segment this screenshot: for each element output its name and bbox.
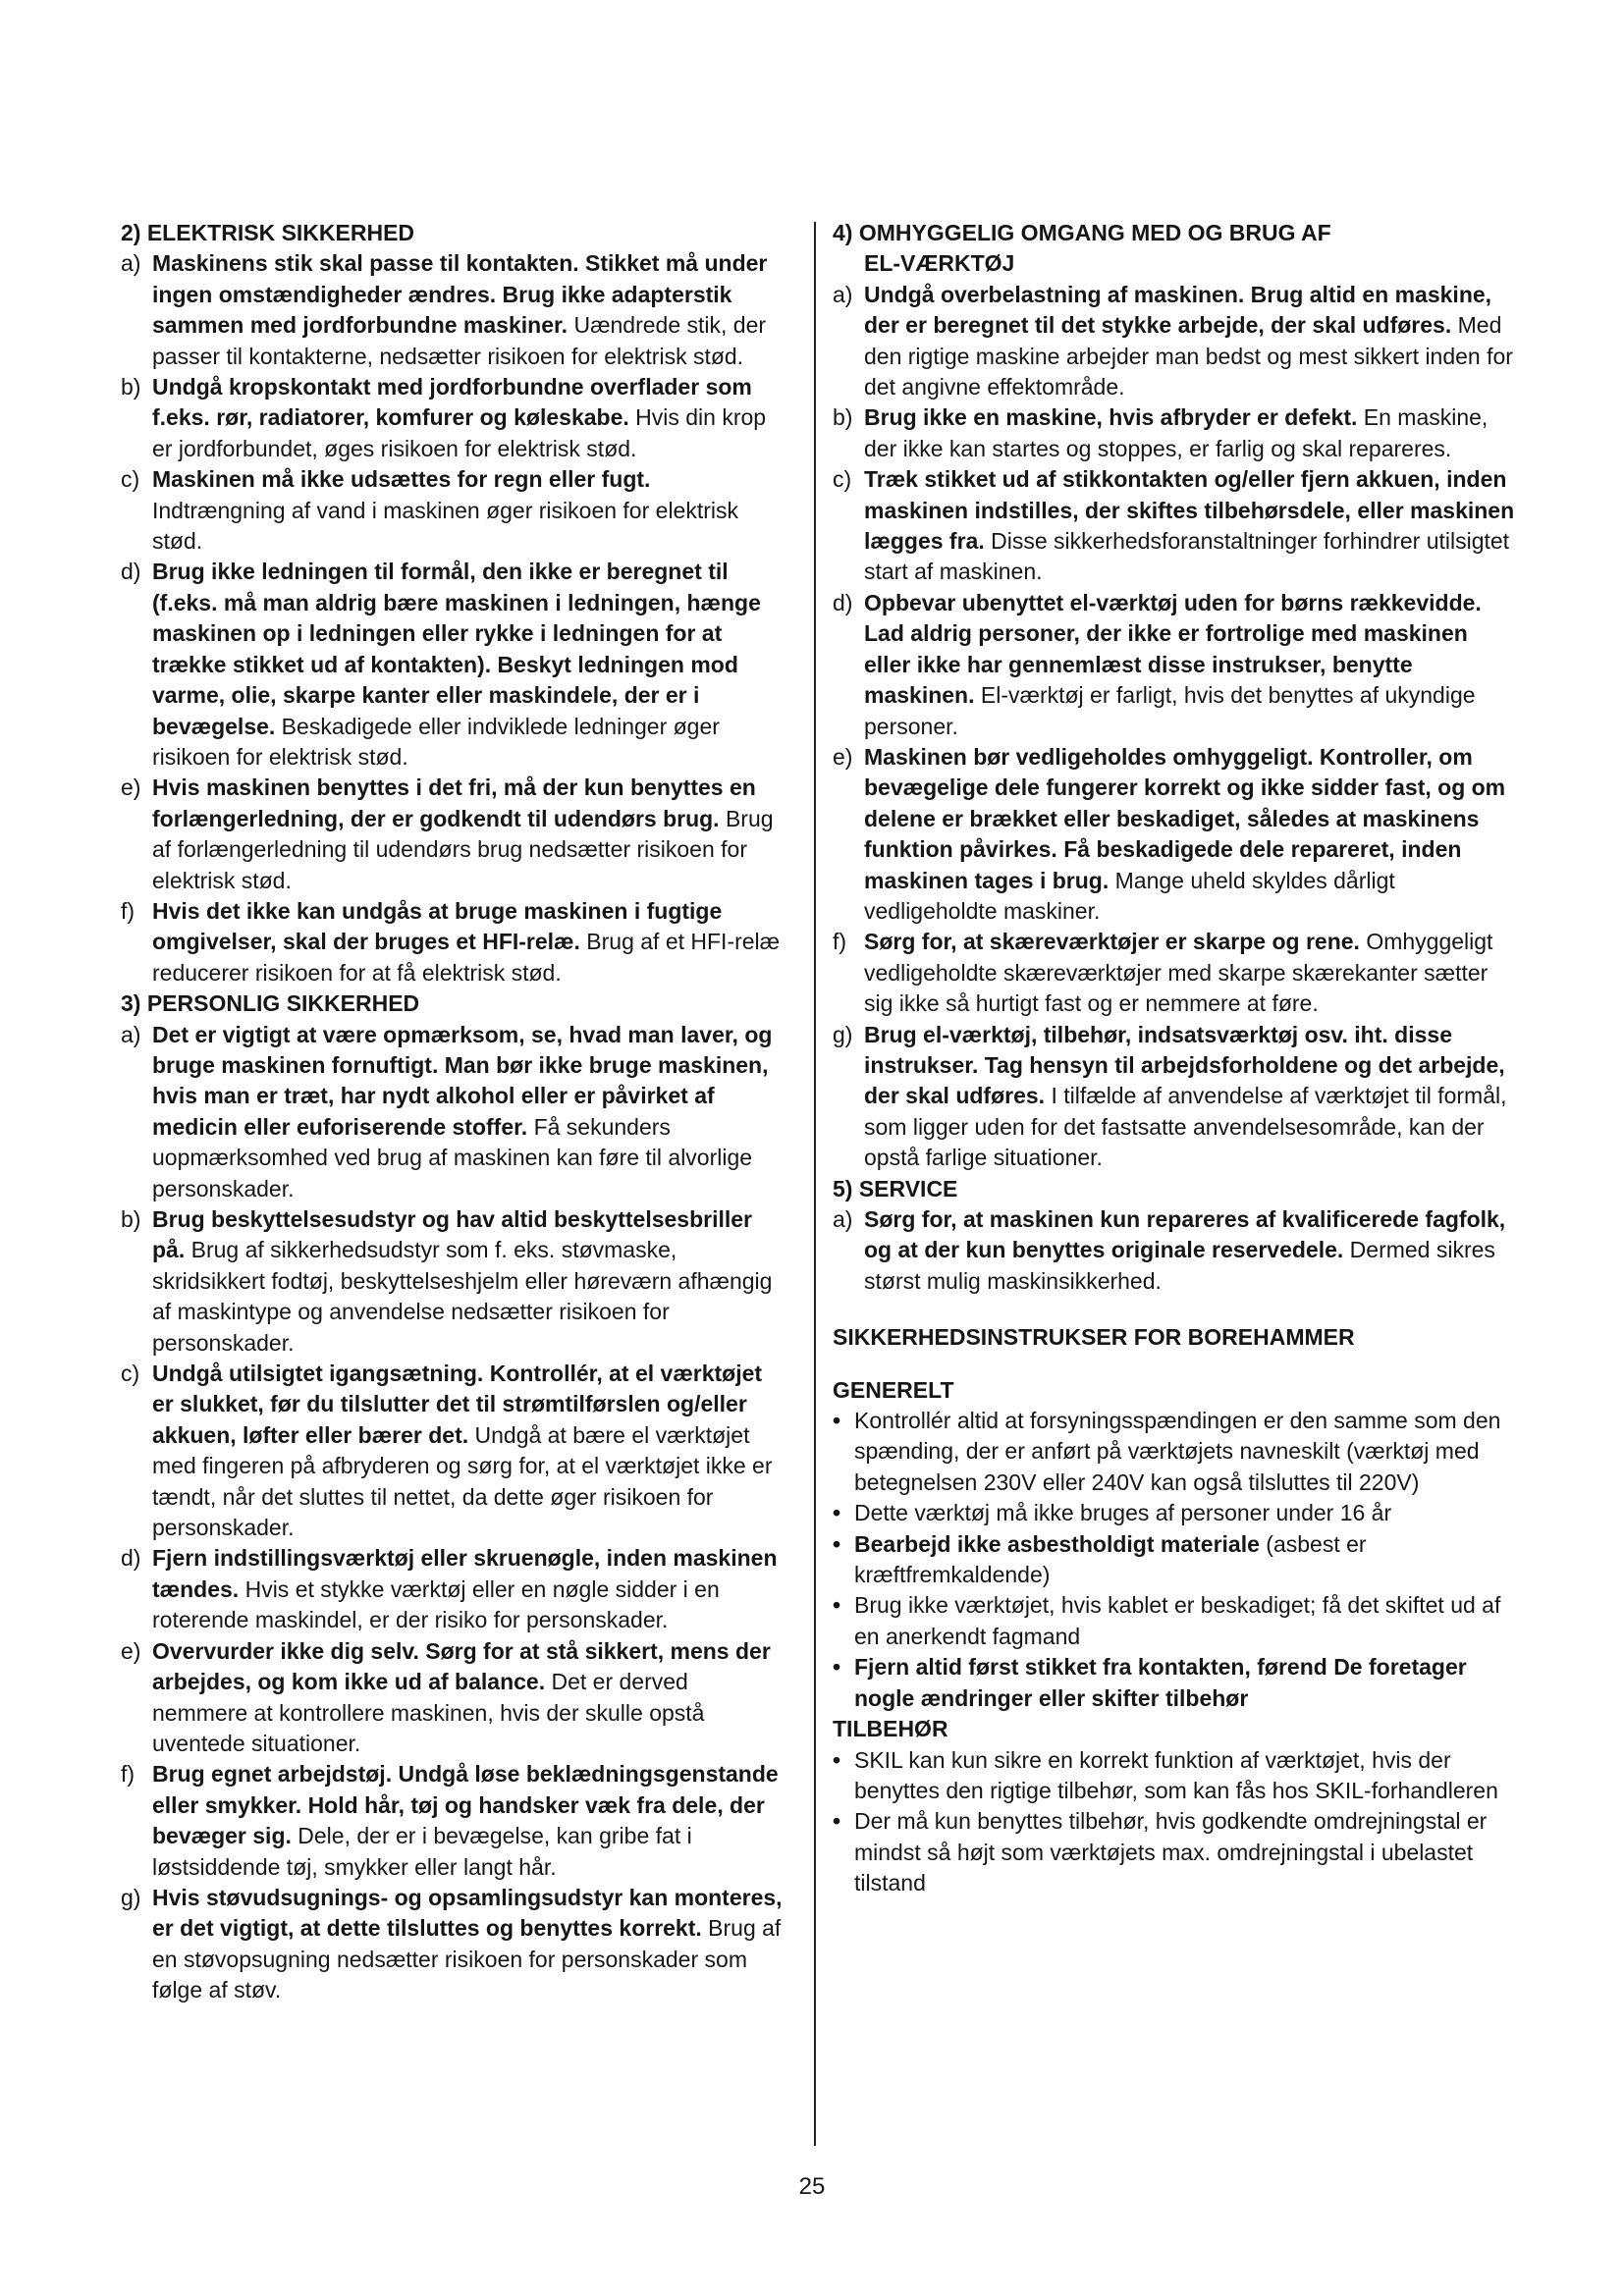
bullet-normal-text: Kontrollér altid at forsyningsspændingen er den samme som den spænding, der er anført på værktøjets navneskilt (værktøj med betegnelsen 230V eller 240V kan også tilsluttes til 220V) <box>854 1408 1501 1495</box>
section-heading-text: 3) PERSONLIG SIKKERHED <box>121 990 420 1017</box>
item-body <box>864 742 1520 927</box>
list-item <box>121 248 788 372</box>
item-normal-text: Hvis din krop er jordforbundet, øges risikoen for elektrisk stød. <box>152 404 767 461</box>
item-normal-text: Beskadigede eller indviklede ledninger øger risikoen for elektrisk stød. <box>152 713 720 770</box>
bullet-normal-text: SKIL kan kun sikre en korrekt funktion af værktøjet, hvis der benyttes den rigtige tilbehør, som kan fås hos SKIL-forhandleren <box>854 1746 1498 1803</box>
list-item <box>121 557 788 773</box>
item-label: a) <box>833 1206 853 1232</box>
item-label: b) <box>121 374 141 400</box>
item-normal-text: El-værktøj er farligt, hvis det benyttes af ukyndige personer. <box>864 682 1476 739</box>
section-heading-text: TILBEHØR <box>833 1716 948 1742</box>
item-body <box>152 1020 788 1204</box>
item-label: b) <box>833 404 853 431</box>
item-bold-text: Maskinens stik skal passe til kontakten. Stikket må under ingen omstændigheder ændres. Brug ikke adapterstik sammen med jordforbundne maskiner. <box>152 250 768 339</box>
item-normal-text: I tilfælde af anvendelse af værktøjet til formål, som ligger uden for det fastsatte anvendelsesområde, kan der opstå farlige situationer. <box>864 1083 1507 1171</box>
item-normal-text: Hvis et stykke værktøj eller en nøgle sidder i en roterende maskindel, er der risiko for personskader. <box>152 1575 720 1633</box>
item-bold-text: Sørg for, at skæreværktøjer er skarpe og rene. <box>864 929 1360 955</box>
item-body <box>152 464 788 557</box>
bullet-icon: • <box>833 1808 841 1835</box>
item-bold-text: Undgå kropskontakt med jordforbundne overflader som f.eks. rør, radiatorer, komfurer og køleskabe. <box>152 374 752 431</box>
item-body <box>864 402 1520 464</box>
item-bold-text: Brug beskyttelsesudstyr og hav altid beskyttelsesbriller på. <box>152 1206 753 1263</box>
section-heading-text: 5) SERVICE <box>833 1175 958 1201</box>
item-label: f) <box>833 929 847 955</box>
item-body <box>152 773 788 896</box>
item-normal-text: Brug af et HFI-relæ reducerer risikoen for at få elektrisk stød. <box>152 929 781 986</box>
item-label: f) <box>121 1761 135 1788</box>
item-body <box>152 557 788 773</box>
bullet-item <box>833 1529 1520 1591</box>
section-heading-text: 4) OMHYGGELIG OMGANG MED OG BRUG AF <box>833 220 1331 245</box>
section-heading <box>833 1714 1520 1744</box>
page-number: 25 <box>798 2173 826 2200</box>
bullet-body <box>854 1652 1520 1714</box>
item-bold-text: Maskinen bør vedligeholdes omhyggeligt. Kontroller, om bevægelige dele fungerer korrekt og ikke sidder fast, og om delene er brækket eller beskadiget, således at maskinens funktion påvirkes. Få beskadigede dele repareret, inden maskinen tages i brug. <box>864 743 1506 893</box>
bullet-icon: • <box>833 1592 841 1619</box>
item-body <box>152 1204 788 1359</box>
section-heading-text: 2) ELEKTRISK SIKKERHED <box>121 220 415 245</box>
list-item <box>833 588 1520 742</box>
bullet-normal-text: Dette værktøj må ikke bruges af personer under 16 år <box>854 1500 1392 1526</box>
bullet-body <box>854 1406 1520 1498</box>
item-label: f) <box>121 897 135 924</box>
item-bold-text: Brug ikke ledningen til formål, den ikke er beregnet til (f.eks. må man aldrig bære maskinen i ledningen, hænge maskinen op i ledningen eller rykke i ledningen for at trække stikket ud af kontakten). Beskyt ledningen mod varme, olie, skarpe kanter eller maskindele, der er i bevægelse. <box>152 559 761 739</box>
bullet-item <box>833 1745 1520 1807</box>
item-normal-text: Disse sikkerhedsforanstaltninger forhindrer utilsigtet start af maskinen. <box>864 528 1510 585</box>
item-label: c) <box>121 466 140 493</box>
item-bold-text: Maskinen må ikke udsættes for regn eller fugt. <box>152 466 651 493</box>
item-body <box>152 1883 788 2006</box>
item-body <box>864 464 1520 588</box>
right-column <box>833 218 1520 1899</box>
item-normal-text: Undgå at bære el værktøjet med fingeren på afbryderen og sørg for, at el værktøjet ikke er tændt, når det sluttes til nettet, da dette øger risikoen for personskader. <box>152 1421 773 1541</box>
item-bold-text: Brug egnet arbejdstøj. Undgå løse beklædningsgenstande eller smykker. Hold hår, tøj og handsker væk fra dele, der bevæger sig. <box>152 1761 779 1849</box>
list-item <box>121 464 788 557</box>
bullet-bold-text: Fjern altid først stikket fra kontakten, førend De foretager nogle ændringer eller skifter tilbehør <box>854 1654 1467 1711</box>
section-heading-text: GENERELT <box>833 1376 954 1403</box>
item-label: c) <box>833 466 852 493</box>
item-bold-text: Hvis støvudsugnings- og opsamlingsudstyr kan monteres, er det vigtigt, at dette tilsluttes og benyttes korrekt. <box>152 1884 783 1942</box>
list-item <box>121 1883 788 2006</box>
item-body <box>152 1543 788 1635</box>
item-label: d) <box>833 589 853 615</box>
item-body <box>864 927 1520 1019</box>
item-normal-text: Brug af sikkerhedsudstyr som f. eks. støvmaske, skridsikkert fodtøj, beskyttelseshjelm eller høreværn afhængig af maskintype og anvendelse nedsætter risikoen for personskader. <box>152 1237 773 1356</box>
list-item <box>121 1759 788 1883</box>
item-body <box>152 248 788 372</box>
bullet-item <box>833 1590 1520 1652</box>
item-normal-text: Med den rigtige maskine arbejder man bedst og mest sikkert inden for det angivne effektområde. <box>864 312 1513 400</box>
bullet-body <box>854 1590 1520 1652</box>
item-normal-text: Det er derved nemmere at kontrollere maskinen, hvis der skulle opstå uventede situationer. <box>152 1669 705 1756</box>
item-label: g) <box>833 1021 853 1047</box>
item-bold-text: Træk stikket ud af stikkontakten og/eller fjern akkuen, inden maskinen indstilles, der skiftes tilbehørsdele, eller maskinen lægges fra. <box>864 466 1515 555</box>
list-item <box>121 1359 788 1543</box>
list-item <box>121 896 788 988</box>
list-item <box>833 280 1520 403</box>
item-bold-text: Hvis maskinen benyttes i det fri, må der kun benyttes en forlængerledning, der er godkendt til udendørs brug. <box>152 774 756 831</box>
item-body <box>152 372 788 464</box>
item-bold-text: Brug el-værktøj, tilbehør, indsatsværktøj osv. iht. disse instrukser. Tag hensyn til arbejdsforholdene og det arbejde, der skal udføres. <box>864 1021 1505 1109</box>
item-label: d) <box>121 1545 141 1572</box>
bullet-item <box>833 1406 1520 1498</box>
bullet-item <box>833 1652 1520 1714</box>
item-body <box>864 1204 1520 1297</box>
item-bold-text: Sørg for, at maskinen kun repareres af kvalificerede fagfolk, og at der kun benyttes originale reservedele. <box>864 1206 1506 1263</box>
item-body <box>152 896 788 988</box>
bullet-normal-text: Brug ikke værktøjet, hvis kablet er beskadiget; få det skiftet ud af en anerkendt fagmand <box>854 1592 1501 1649</box>
bullet-body <box>854 1745 1520 1807</box>
list-item <box>121 1020 788 1204</box>
bullet-normal-text: (asbest er kræftfremkaldende) <box>854 1530 1367 1588</box>
section-heading <box>833 1322 1520 1353</box>
section-heading <box>833 1375 1520 1406</box>
item-bold-text: Opbevar ubenyttet el-værktøj uden for børns rækkevidde. Lad aldrig personer, der ikke er fortrolige med maskinen eller ikke har gennemlæst disse instrukser, benytte maskinen. <box>864 589 1482 709</box>
section-heading <box>121 988 788 1019</box>
item-body <box>152 1759 788 1883</box>
item-label: a) <box>121 250 141 277</box>
item-label: e) <box>121 1637 141 1664</box>
list-item <box>121 773 788 896</box>
section-heading <box>121 218 788 248</box>
item-bold-text: Fjern indstillingsværktøj eller skruenøgle, inden maskinen tændes. <box>152 1545 778 1602</box>
item-normal-text: Uændrede stik, der passer til kontakterne, nedsætter risikoen for elektrisk stød. <box>152 312 767 369</box>
left-column <box>121 218 788 2006</box>
list-item <box>121 1204 788 1359</box>
section-heading <box>833 218 1520 280</box>
bullet-icon: • <box>833 1654 841 1681</box>
list-item <box>121 1636 788 1760</box>
item-bold-text: Undgå utilsigtet igangsætning. Kontrollér, at el værktøjet er slukket, før du tilslutter det til strømtilførslen og/eller akkuen, løfter eller bærer det. <box>152 1361 763 1448</box>
item-normal-text: Brug af forlængerledning til udendørs brug nedsætter risikoen for elektrisk stød. <box>152 805 774 893</box>
bullet-icon: • <box>833 1408 841 1434</box>
list-item <box>121 372 788 464</box>
item-label: c) <box>121 1361 140 1387</box>
item-normal-text: Indtrængning af vand i maskinen øger risikoen for elektrisk stød. <box>152 497 739 555</box>
section-heading-text-cont: EL-VÆRKTØJ <box>864 250 1015 277</box>
bullet-icon: • <box>833 1530 841 1557</box>
item-normal-text: Omhyggeligt vedligeholdte skæreværktøjer med skarpe skærekanter sætter sig ikke så hurtigt fast og er nemmere at føre. <box>864 929 1493 1017</box>
item-body <box>864 1020 1520 1174</box>
column-divider <box>814 222 816 2146</box>
item-body <box>864 588 1520 742</box>
item-normal-text: Dermed sikres størst mulig maskinsikkerhed. <box>864 1237 1495 1294</box>
section-heading <box>833 1174 1520 1204</box>
item-label: e) <box>121 774 141 801</box>
item-label: e) <box>833 743 853 770</box>
list-item <box>833 1020 1520 1174</box>
list-item <box>833 927 1520 1019</box>
list-item <box>833 402 1520 464</box>
item-normal-text: Brug af en støvopsugning nedsætter risikoen for personskader som følge af støv. <box>152 1915 782 2003</box>
item-bold-text: Hvis det ikke kan undgås at bruge maskinen i fugtige omgivelser, skal der bruges et HFI-relæ. <box>152 897 723 955</box>
bullet-normal-text: Der må kun benyttes tilbehør, hvis godkendte omdrejningstal er mindst så højt som værktøjets max. omdrejningstal i ubelastet tilstand <box>854 1808 1488 1896</box>
item-label: b) <box>121 1206 141 1232</box>
section-heading-text: SIKKERHEDSINSTRUKSER FOR BOREHAMMER <box>833 1324 1355 1351</box>
item-label: g) <box>121 1884 141 1910</box>
bullet-icon: • <box>833 1500 841 1526</box>
item-label: d) <box>121 559 141 585</box>
bullet-item <box>833 1498 1520 1528</box>
bullet-icon: • <box>833 1746 841 1773</box>
item-bold-text: Undgå overbelastning af maskinen. Brug altid en maskine, der er beregnet til det stykke arbejde, der skal udføres. <box>864 281 1492 339</box>
item-body <box>864 280 1520 403</box>
bullet-body <box>854 1498 1520 1528</box>
bullet-bold-text: Bearbejd ikke asbestholdigt materiale <box>854 1530 1260 1557</box>
item-bold-text: Brug ikke en maskine, hvis afbryder er defekt. <box>864 404 1358 431</box>
bullet-body <box>854 1806 1520 1898</box>
item-normal-text: En maskine, der ikke kan startes og stoppes, er farlig og skal repareres. <box>864 404 1489 461</box>
item-normal-text: Mange uheld skyldes dårligt vedligeholdte maskiner. <box>864 867 1395 924</box>
bullet-body <box>854 1529 1520 1591</box>
item-normal-text: Få sekunders uopmærksomhed ved brug af maskinen kan føre til alvorlige personskader. <box>152 1113 753 1201</box>
item-body <box>152 1359 788 1543</box>
item-label: a) <box>121 1021 141 1047</box>
item-body <box>152 1636 788 1760</box>
item-label: a) <box>833 281 853 307</box>
item-bold-text: Det er vigtigt at være opmærksom, se, hvad man laver, og bruge maskinen fornuftigt. Man bør ikke bruge maskinen, hvis man er træt, har nydt alkohol eller er påvirket af medicin eller euforiserende stoffer. <box>152 1021 773 1140</box>
list-item <box>833 464 1520 588</box>
item-bold-text: Overvurder ikke dig selv. Sørg for at stå sikkert, mens der arbejdes, og kom ikke ud af balance. <box>152 1637 771 1695</box>
bullet-item <box>833 1806 1520 1898</box>
item-normal-text: Dele, der er i bevægelse, kan gribe fat i løstsiddende tøj, smykker eller langt hår. <box>152 1823 692 1880</box>
list-item <box>833 742 1520 927</box>
list-item <box>121 1543 788 1635</box>
list-item <box>833 1204 1520 1297</box>
